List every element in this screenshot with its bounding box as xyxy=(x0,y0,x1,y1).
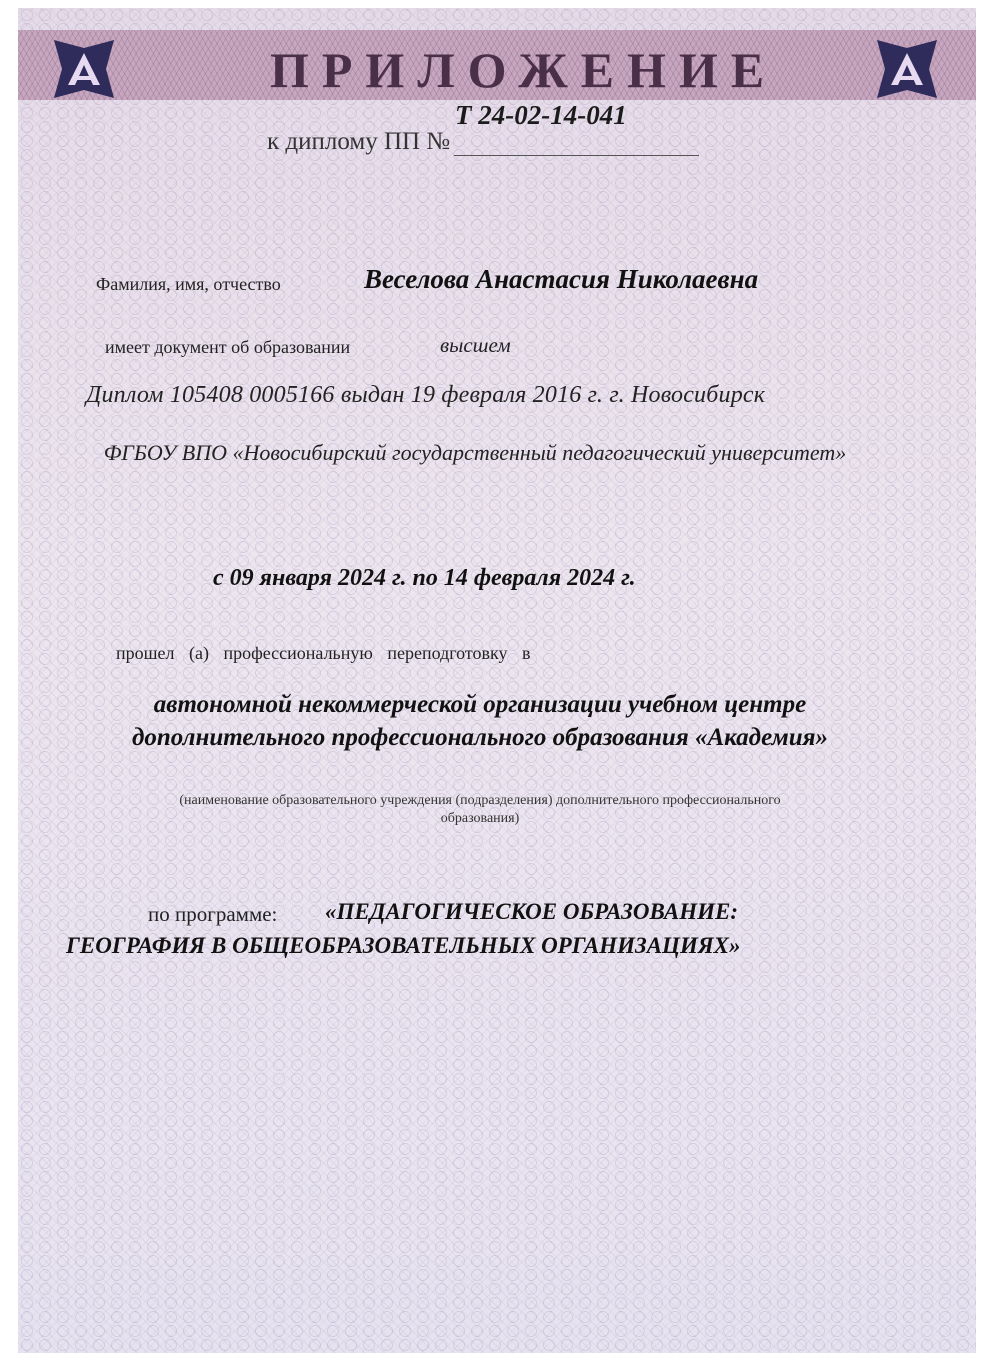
to-diploma-line xyxy=(267,127,699,156)
program-title-line1: «ПЕДАГОГИЧЕСКОЕ ОБРАЗОВАНИЕ: xyxy=(325,899,739,924)
diploma-number-blank xyxy=(454,127,699,156)
fio-value: Веселова Анастасия Николаевна xyxy=(364,264,759,294)
to-diploma-label: к диплому ПП № xyxy=(267,128,451,155)
academy-logo-left xyxy=(50,36,118,102)
education-value: высшем xyxy=(440,333,511,357)
organization-name: автономной некоммерческой организации учебном центре дополнительного профессионального образования «Академия» xyxy=(132,691,828,751)
document-background xyxy=(18,8,976,1353)
academy-logo-right xyxy=(873,36,941,102)
program-label: по программе: xyxy=(148,902,278,926)
education-label: имеет документ об образовании xyxy=(105,337,351,357)
fio-label: Фамилия, имя, отчество xyxy=(96,274,281,294)
serial-number: Т 24-02-14-041 xyxy=(455,100,627,130)
document-title: ПРИЛОЖЕНИЕ xyxy=(270,42,778,98)
training-period: с 09 января 2024 г. по 14 февраля 2024 г. xyxy=(213,565,636,591)
program-title-line2: ГЕОГРАФИЯ В ОБЩЕОБРАЗОВАТЕЛЬНЫХ ОРГАНИЗАЦИЯХ» xyxy=(66,933,741,958)
previous-diploma-line: Диплом 105408 0005166 выдан 19 февраля 2016 г. г. Новосибирск xyxy=(86,382,766,408)
organization-caption: (наименование образовательного учреждения (подразделения) дополнительного профессионального образования) xyxy=(179,793,781,826)
passed-retraining-label: прошел (а) профессиональную переподготовку в xyxy=(116,643,531,663)
university-name: ФГБОУ ВПО «Новосибирский государственный педагогический университет» xyxy=(103,440,847,465)
